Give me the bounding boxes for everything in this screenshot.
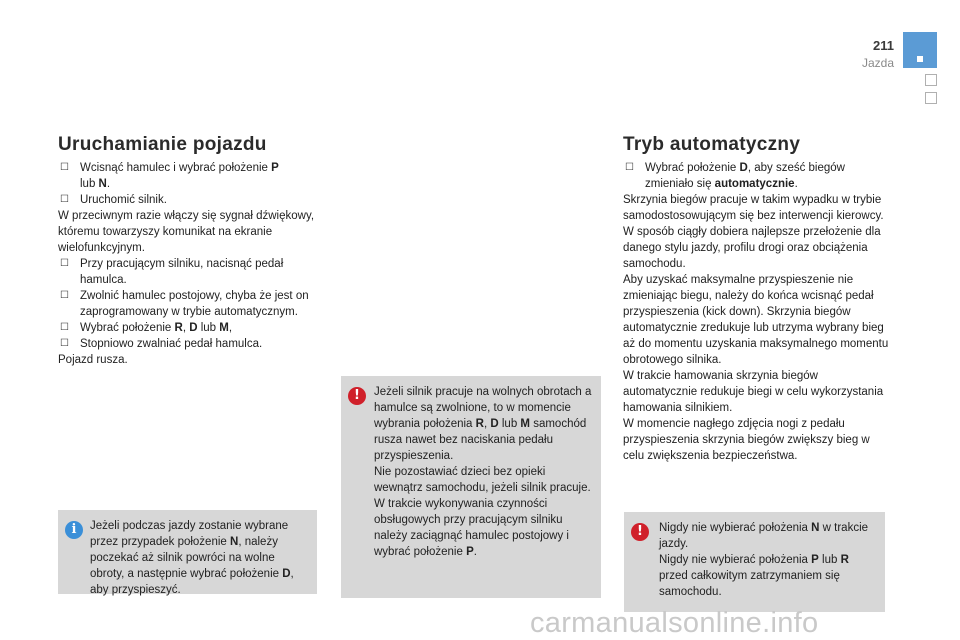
paragraph: Aby uzyskać maksymalne przyspieszenie nie zmieniając biegu, należy do końca wcisnąć pedał przyspieszenia (kick down). Skrzynia biegów automatycznie zredukuje lub utrzyma wybrany bieg aż do momentu uzyskania maksymalnego momentu obrotowego silnika.: [623, 274, 889, 366]
automatic-mode-text: [623, 160, 889, 464]
list-item: ☐ Przy pracującym silniku, nacisnąć pedał hamulca.: [60, 258, 284, 286]
warning-icon: !: [631, 523, 649, 541]
info-note-box: [58, 510, 317, 594]
chapter-tab[interactable]: [925, 92, 937, 104]
watermark: carmanualsonline.info: [530, 607, 819, 639]
warning-text: [659, 520, 869, 600]
list-item: ☐ Zwolnić hamulec postojowy, chyba że jest on zaprogramowany w trybie automatycznym.: [60, 290, 309, 318]
list-item: ☐ Uruchomić silnik.: [60, 194, 167, 206]
checkbox-bullet-icon: ☐: [60, 194, 69, 205]
paragraph: Nigdy nie wybierać położenia P lub R przed całkowitym zatrzymaniem się samochodu.: [659, 554, 849, 598]
warning-box-center: [341, 376, 601, 598]
paragraph: W momencie nagłego zdjęcia nogi z pedału przyspieszenia skrzynia biegów zwiększy bieg w celu zwiększenia bezpieczeństwa.: [623, 418, 870, 462]
checkbox-bullet-icon: ☐: [60, 290, 69, 301]
checkbox-bullet-icon: ☐: [60, 322, 69, 333]
info-icon: i: [65, 521, 83, 539]
paragraph: W przeciwnym razie włączy się sygnał dźwiękowy, któremu towarzyszy komunikat na ekranie wielofunkcyjnym.: [58, 210, 315, 254]
chapter-tab-active[interactable]: [903, 32, 937, 68]
tab-marker-icon: [917, 56, 923, 62]
paragraph: Pojazd rusza.: [58, 354, 128, 366]
paragraph: W trakcie hamowania skrzynia biegów automatycznie redukuje biegi w celu wykorzystania hamowania silnikiem.: [623, 370, 884, 414]
checkbox-bullet-icon: ☐: [625, 162, 634, 173]
section-label: Jazda: [861, 56, 894, 70]
paragraph: Nie pozostawiać dzieci bez opieki wewnątrz samochodu, jeżeli silnik pracuje.: [374, 466, 591, 494]
section-title-starting: Uruchamianie pojazdu: [58, 134, 267, 155]
list-item: ☐ Wybrać położenie D, aby sześć biegów zmieniało się automatycznie.: [625, 162, 845, 190]
list-item: ☐ Wybrać położenie R, D lub M,: [60, 322, 233, 334]
checkbox-bullet-icon: ☐: [60, 162, 69, 173]
chapter-tab[interactable]: [925, 74, 937, 86]
warning-icon: !: [348, 387, 366, 405]
warning-box-right: [624, 512, 885, 612]
list-item: ☐ Wcisnąć hamulec i wybrać położenie P lub N.: [60, 162, 279, 190]
list-item: ☐ Stopniowo zwalniać pedał hamulca.: [60, 338, 263, 350]
page-number: 211: [873, 38, 894, 53]
checkbox-bullet-icon: ☐: [60, 258, 69, 269]
paragraph: Nigdy nie wybierać położenia N w trakcie jazdy.: [659, 522, 869, 550]
section-title-automatic: Tryb automatyczny: [623, 134, 801, 155]
paragraph: Jeżeli silnik pracuje na wolnych obrotach a hamulce są zwolnione, to w momencie wybrania położenia R, D lub M samochód rusza nawet bez naciskania pedału przyspieszenia.: [374, 386, 592, 462]
warning-text: [374, 384, 596, 560]
paragraph: Skrzynia biegów pracuje w takim wypadku w trybie samodostosowującym się bez interwencji kierowcy. W sposób ciągły dobiera najlepsze przełożenie dla danego stylu jazdy, profilu drogi oraz obciążenia samochodu.: [623, 194, 884, 270]
starting-instructions: [58, 160, 316, 368]
paragraph: W trakcie wykonywania czynności obsługowych przy pracującym silniku należy zaciągnąć hamulec postojowy i wybrać położenie P.: [374, 498, 569, 558]
info-note-text: Jeżeli podczas jazdy zostanie wybrane przez przypadek położenie N, należy poczekać aż silnik powróci na wolne obroty, a następnie wybrać położenie D, aby przyspieszyć.: [90, 520, 294, 596]
checkbox-bullet-icon: ☐: [60, 338, 69, 349]
